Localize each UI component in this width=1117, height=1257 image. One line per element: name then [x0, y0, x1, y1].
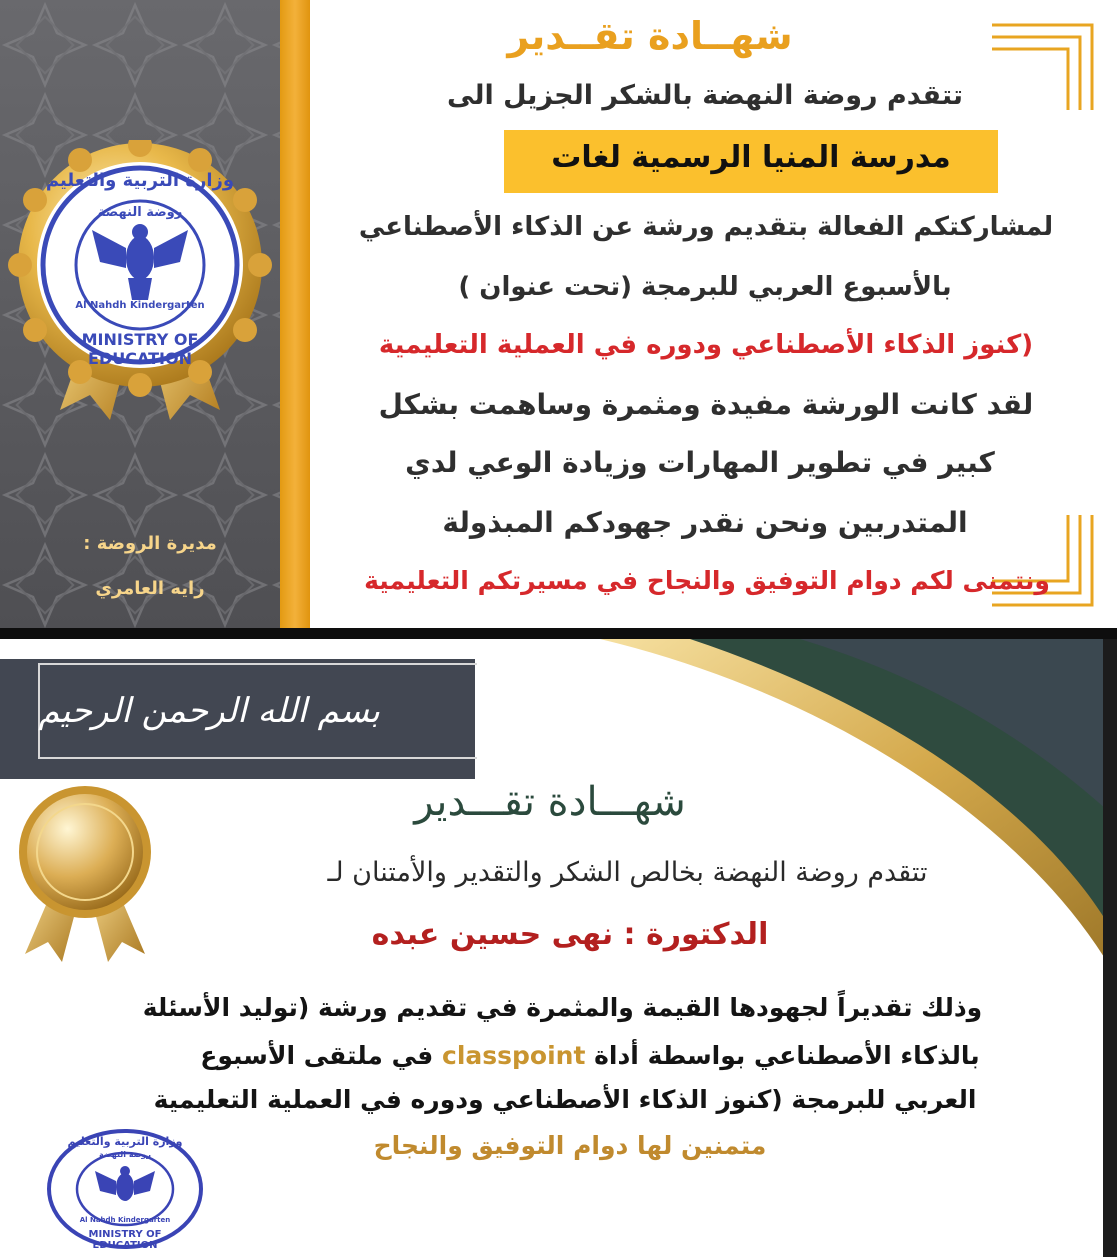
- seal-inner-text: روضة النهضة: [97, 205, 183, 220]
- body-line-2: بالأسبوع العربي للبرمجة (تحت عنوان ): [458, 272, 952, 302]
- seal-top-text: وزارة التربية والتعليم: [45, 170, 235, 191]
- certificate-title: شهــادة تقــدير: [507, 14, 793, 58]
- intro-line: تتقدم روضة النهضة بخالص الشكر والتقدير والأمتنان لـ: [327, 857, 928, 888]
- body-line-1: لمشاركتكم الفعالة بتقديم ورشة عن الذكاء الأصطناعي: [358, 212, 1054, 242]
- seal-kg-text: Al Nahdh Kindergarten: [75, 300, 205, 311]
- gold-bar: [280, 0, 310, 628]
- closing-line: متمنين لها دوام التوفيق والنجاح: [373, 1131, 767, 1160]
- certificate-1: [0, 0, 1117, 628]
- closing-line: ونتمنى لكم دوام التوفيق والنجاح في مسيرتكم التعليمية: [364, 566, 1050, 595]
- seal-bottom-text: MINISTRY OF EDUCATION: [88, 1229, 162, 1251]
- gold-medal-icon: [0, 784, 170, 964]
- certificate-title: شهـــادة تقـــدير: [414, 779, 686, 825]
- body-line-1: وذلك تقديراً لجهودها القيمة والمثمرة في تقديم ورشة (توليد الأسئلة: [142, 993, 983, 1022]
- right-frame: [1103, 639, 1117, 1257]
- divider: [0, 628, 1117, 639]
- body-line-2-end: في ملتقى الأسبوع: [200, 1041, 434, 1070]
- director-name: رايه العامري: [95, 578, 205, 599]
- certificate-2: [0, 639, 1117, 1257]
- body-line-2-start: بالذكاء الأصطناعي بواسطة أداة: [594, 1041, 980, 1070]
- seal-bottom-text: MINISTRY OF EDUCATION: [81, 330, 199, 368]
- recipient-name: الدكتورة : نهى حسين عبده: [371, 917, 769, 952]
- intro-line: تتقدم روضة النهضة بالشكر الجزيل الى: [447, 80, 963, 111]
- basmala-text: بسم الله الرحمن الرحيم: [38, 691, 380, 731]
- body-line-3: لقد كانت الورشة مفيدة ومثمرة وساهمت بشكل: [378, 388, 1034, 421]
- seal-top-text: وزارة التربية والتعليم: [67, 1135, 183, 1148]
- tool-name: classpoint: [442, 1041, 586, 1070]
- seal-inner-text: روضة النهضة: [99, 1150, 151, 1159]
- body-line-5: المتدربين ونحن نقدر جهودكم المبذولة: [442, 506, 968, 539]
- seal-kg-text: Al Nahdh Kindergarten: [79, 1216, 171, 1224]
- body-line-2: [120, 1041, 1060, 1070]
- side-panel: [0, 0, 280, 628]
- body-line-3: العربي للبرمجة (كنوز الذكاء الأصطناعي ودوره في العملية التعليمية: [153, 1085, 977, 1114]
- workshop-subtitle: (كنوز الذكاء الأصطناعي ودوره في العملية التعليمية: [378, 330, 1034, 360]
- recipient-name: مدرسة المنيا الرسمية لغات: [551, 140, 951, 175]
- director-label: مديرة الروضة :: [83, 533, 217, 554]
- body-line-4: كبير في تطوير المهارات وزيادة الوعي لدي: [405, 446, 995, 479]
